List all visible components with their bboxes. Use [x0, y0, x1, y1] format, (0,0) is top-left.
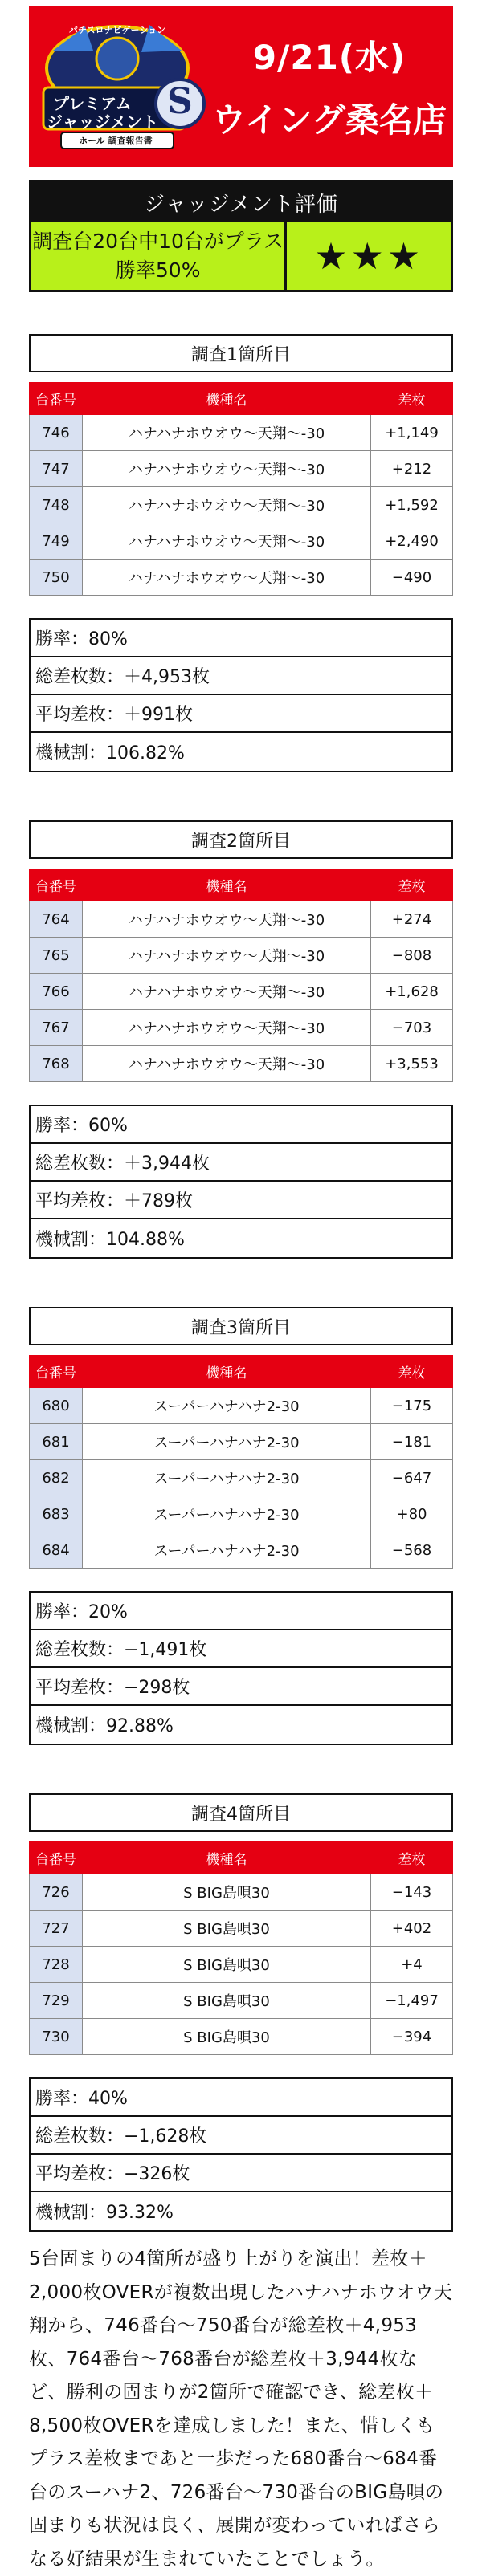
stat-row: 平均差枚：−326枚	[31, 2155, 451, 2192]
machine-name: S BIG島唄30	[83, 1947, 371, 1983]
table-row	[30, 1947, 453, 1983]
judgement-title: ジャッジメント評価	[31, 182, 451, 222]
machine-number: 767	[30, 1010, 83, 1046]
coin-difference: −181	[371, 1424, 453, 1460]
survey-title: 調査3箇所目	[29, 1307, 453, 1345]
table-row	[30, 938, 453, 974]
table-header-row	[30, 869, 453, 901]
machine-name: ハナハナホウオウ〜天翔〜-30	[83, 560, 371, 596]
machine-name: ハナハナホウオウ〜天翔〜-30	[83, 451, 371, 487]
machine-number: 766	[30, 974, 83, 1010]
table-row	[30, 974, 453, 1010]
table-row	[30, 1874, 453, 1911]
table-row	[30, 1983, 453, 2019]
machine-number: 680	[30, 1388, 83, 1424]
logo-letter: S	[167, 81, 193, 122]
coin-difference: −175	[371, 1388, 453, 1424]
logo-main-text-2: ジャッジメント	[47, 112, 158, 132]
judgement-box	[29, 180, 453, 292]
table-row	[30, 1424, 453, 1460]
survey-stats	[29, 2077, 453, 2232]
coin-difference: −808	[371, 938, 453, 974]
stat-row: 勝率：20%	[31, 1593, 451, 1630]
stat-row: 総差枚数：−1,628枚	[31, 2117, 451, 2155]
survey-section-4	[29, 1793, 453, 2232]
table-row	[30, 1460, 453, 1496]
survey-section-2	[29, 820, 453, 1259]
report-page	[0, 6, 482, 2570]
survey-title: 調査4箇所目	[29, 1793, 453, 1832]
stat-row: 勝率：80%	[31, 620, 451, 657]
table-header-row	[30, 383, 453, 415]
coin-difference: −394	[371, 2019, 453, 2055]
machine-name: スーパーハナハナ2-30	[83, 1496, 371, 1532]
logo-main-text-1: プレミアム	[53, 94, 132, 113]
machine-number: 730	[30, 2019, 83, 2055]
table-row	[30, 2019, 453, 2055]
logo-tag: ホール 調査報告書	[79, 136, 153, 146]
coin-difference: −490	[371, 560, 453, 596]
machine-number: 681	[30, 1424, 83, 1460]
judgement-condition	[31, 222, 287, 290]
coin-difference: +1,592	[371, 487, 453, 523]
stat-row: 総差枚数：＋3,944枚	[31, 1144, 451, 1182]
machine-number: 748	[30, 487, 83, 523]
machine-number: 764	[30, 901, 83, 938]
table-header-row	[30, 1842, 453, 1874]
survey-stats	[29, 1105, 453, 1259]
survey-table	[29, 1355, 453, 1569]
column-header-machine: 機種名	[83, 869, 371, 901]
survey-title: 調査2箇所目	[29, 820, 453, 859]
machine-name: ハナハナホウオウ〜天翔〜-30	[83, 487, 371, 523]
premium-judgement-logo	[37, 18, 206, 155]
column-header-no: 台番号	[30, 1842, 83, 1874]
judgement-cond-line2: 勝率50%	[115, 258, 201, 282]
coin-difference: −143	[371, 1874, 453, 1911]
coin-difference: +1,149	[371, 415, 453, 451]
machine-name: ハナハナホウオウ〜天翔〜-30	[83, 415, 371, 451]
machine-name: スーパーハナハナ2-30	[83, 1424, 371, 1460]
machine-name: S BIG島唄30	[83, 1874, 371, 1911]
coin-difference: +2,490	[371, 523, 453, 560]
machine-name: スーパーハナハナ2-30	[83, 1388, 371, 1424]
stat-row: 平均差枚：＋991枚	[31, 695, 451, 733]
machine-number: 749	[30, 523, 83, 560]
column-header-diff: 差枚	[371, 1842, 453, 1874]
coin-difference: +274	[371, 901, 453, 938]
table-row	[30, 1496, 453, 1532]
machine-name: S BIG島唄30	[83, 1911, 371, 1947]
table-row	[30, 415, 453, 451]
machine-number: 683	[30, 1496, 83, 1532]
header-banner	[29, 6, 453, 167]
stat-row: 機械割：104.88%	[35, 1230, 185, 1250]
table-header-row	[30, 1356, 453, 1388]
column-header-diff: 差枚	[371, 1356, 453, 1388]
column-header-diff: 差枚	[371, 869, 453, 901]
table-row	[30, 1532, 453, 1569]
table-row	[30, 1388, 453, 1424]
coin-difference: +212	[371, 451, 453, 487]
machine-name: S BIG島唄30	[83, 2019, 371, 2055]
machine-name: ハナハナホウオウ〜天翔〜-30	[83, 523, 371, 560]
machine-number: 729	[30, 1983, 83, 2019]
survey-table	[29, 382, 453, 596]
coin-difference: +1,628	[371, 974, 453, 1010]
table-row	[30, 451, 453, 487]
table-row	[30, 523, 453, 560]
star-rating: ★★★	[287, 222, 451, 290]
survey-table	[29, 1841, 453, 2055]
machine-name: スーパーハナハナ2-30	[83, 1460, 371, 1496]
banner-text-block	[206, 31, 453, 142]
stat-row: 平均差枚：−298枚	[31, 1668, 451, 1706]
machine-number: 768	[30, 1046, 83, 1082]
coin-difference: +3,553	[371, 1046, 453, 1082]
table-row	[30, 901, 453, 938]
survey-section-1	[29, 334, 453, 772]
coin-difference: −647	[371, 1460, 453, 1496]
coin-difference: +80	[371, 1496, 453, 1532]
survey-table	[29, 869, 453, 1082]
summary-comment: 5台固まりの4箇所が盛り上がりを演出！差枚＋2,000枚OVERが複数出現したハナハナホウオウ天翔から、746番台〜750番台が総差枚＋4,953枚、764番台〜768番台が総差枚＋3,944枚など、勝利の固まりが2箇所で確認でき、総差枚＋8,500枚OVERを達成しました！また、惜しくもプラス差枚まであと一歩だった680番台〜684番台のスーハナ2、726番台〜730番台のBIG島唄の固まりも状況は良く、展開が変わっていればさらなる好結果が生まれていたことでしょう。	[29, 2248, 453, 2570]
coin-difference: −703	[371, 1010, 453, 1046]
column-header-no: 台番号	[30, 1356, 83, 1388]
store-name: ウイング桑名店	[212, 100, 447, 140]
column-header-machine: 機種名	[83, 383, 371, 415]
machine-number: 684	[30, 1532, 83, 1569]
stat-row: 総差枚数：＋4,953枚	[31, 657, 451, 695]
machine-name: S BIG島唄30	[83, 1983, 371, 2019]
table-row	[30, 560, 453, 596]
machine-name: ハナハナホウオウ〜天翔〜-30	[83, 938, 371, 974]
column-header-no: 台番号	[30, 383, 83, 415]
stat-row: 機械割：93.32%	[35, 2203, 174, 2223]
machine-number: 747	[30, 451, 83, 487]
coin-difference: +402	[371, 1911, 453, 1947]
machine-number: 746	[30, 415, 83, 451]
machine-name: ハナハナホウオウ〜天翔〜-30	[83, 1046, 371, 1082]
judgement-body	[31, 222, 451, 290]
stat-row: 総差枚数：−1,491枚	[31, 1630, 451, 1668]
survey-stats	[29, 618, 453, 772]
machine-number: 726	[30, 1874, 83, 1911]
survey-list	[29, 334, 453, 2232]
stat-row: 機械割：92.88%	[35, 1716, 174, 1736]
table-row	[30, 487, 453, 523]
column-header-no: 台番号	[30, 869, 83, 901]
machine-number: 750	[30, 560, 83, 596]
machine-name: ハナハナホウオウ〜天翔〜-30	[83, 1010, 371, 1046]
machine-name: ハナハナホウオウ〜天翔〜-30	[83, 974, 371, 1010]
logo-small-text: パチスロナビゲーション	[69, 25, 166, 35]
stat-row: 勝率：40%	[31, 2079, 451, 2117]
survey-section-3	[29, 1307, 453, 1745]
judgement-cond-line1: 調査台20台中10台がプラス	[32, 230, 284, 253]
stat-row: 機械割：106.82%	[35, 743, 185, 763]
machine-name: スーパーハナハナ2-30	[83, 1532, 371, 1569]
survey-stats	[29, 1591, 453, 1745]
machine-number: 765	[30, 938, 83, 974]
column-header-machine: 機種名	[83, 1842, 371, 1874]
stat-row: 勝率：60%	[31, 1106, 451, 1144]
machine-number: 682	[30, 1460, 83, 1496]
column-header-machine: 機種名	[83, 1356, 371, 1388]
table-row	[30, 1046, 453, 1082]
machine-number: 727	[30, 1911, 83, 1947]
table-row	[30, 1010, 453, 1046]
stat-row: 平均差枚：＋789枚	[31, 1182, 451, 1219]
machine-name: ハナハナホウオウ〜天翔〜-30	[83, 901, 371, 938]
coin-difference: −568	[371, 1532, 453, 1569]
report-date: 9/21(水)	[252, 38, 406, 77]
survey-title: 調査1箇所目	[29, 334, 453, 372]
table-row	[30, 1911, 453, 1947]
coin-difference: +4	[371, 1947, 453, 1983]
machine-number: 728	[30, 1947, 83, 1983]
column-header-diff: 差枚	[371, 383, 453, 415]
coin-difference: −1,497	[371, 1983, 453, 2019]
